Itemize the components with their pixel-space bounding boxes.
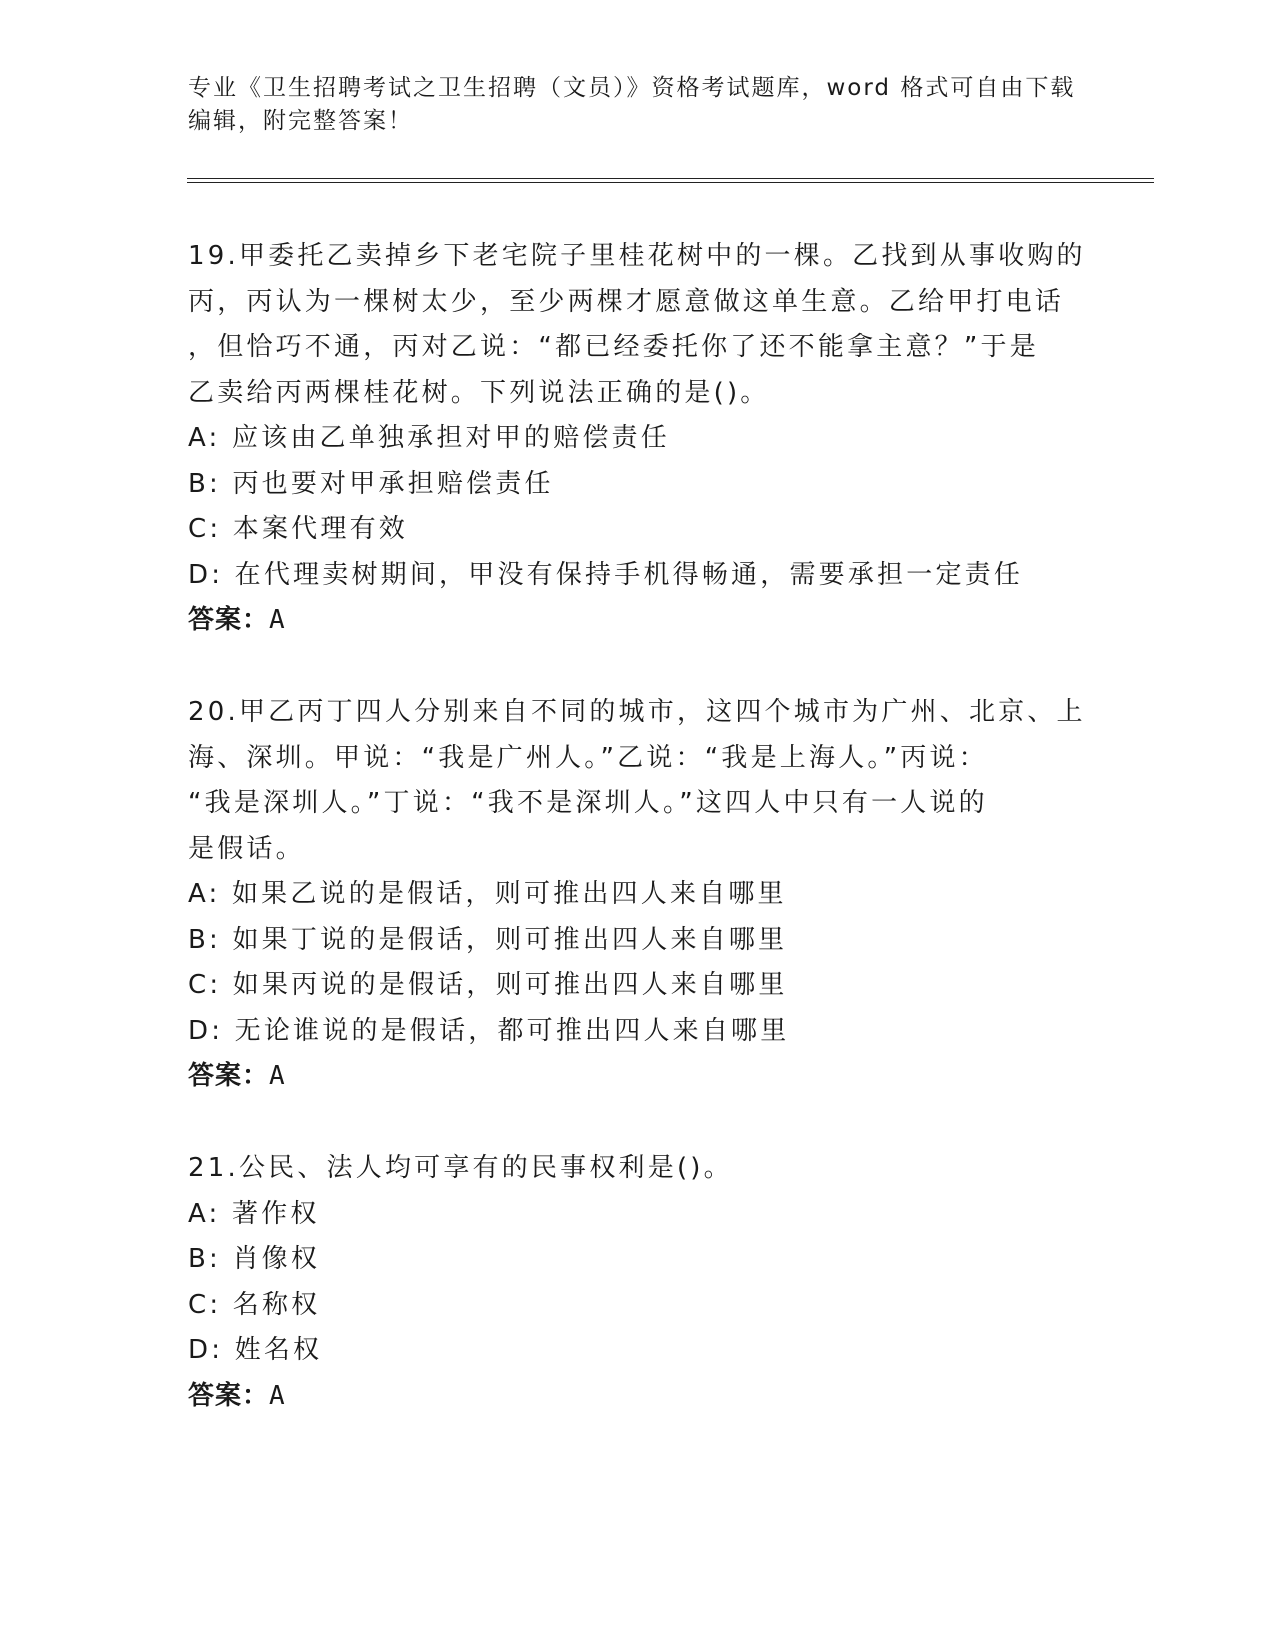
header-line: 编辑，附完整答案！: [188, 108, 413, 134]
question-text-line: 乙卖给丙两棵桂花树。下列说法正确的是()。: [188, 377, 770, 408]
question-20: [188, 690, 1088, 1100]
question-text-line: 20.甲乙丙丁四人分别来自不同的城市，这四个城市为广州、北京、上: [188, 697, 1086, 727]
option-d: D: 无论谁说的是假话，都可推出四人来自哪里: [188, 1015, 790, 1046]
question-21: [188, 1146, 1088, 1419]
option-c: C: 名称权: [188, 1289, 321, 1320]
option-d: D: 姓名权: [188, 1335, 323, 1365]
question-text-line: ，但恰巧不通，丙对乙说：“都已经委托你了还不能拿主意？”于是: [188, 332, 1039, 362]
header-divider: [187, 178, 1154, 183]
option-b: B: 丙也要对甲承担赔偿责任: [188, 468, 554, 499]
answer-value: A: [269, 605, 286, 635]
answer-value: A: [269, 1061, 286, 1091]
option-c: C: 本案代理有效: [188, 514, 408, 544]
option-d: D: 在代理卖树期间，甲没有保持手机得畅通，需要承担一定责任: [188, 559, 1024, 590]
option-c: C: 如果丙说的是假话，则可推出四人来自哪里: [188, 970, 788, 1000]
document-header: [188, 72, 1088, 138]
answer-line: [188, 1374, 1088, 1420]
question-text-line: “我是深圳人。”丁说：“我不是深圳人。”这四人中只有一人说的: [188, 788, 988, 818]
answer-line: [188, 1054, 1088, 1100]
answer-label: 答案：: [188, 1061, 270, 1091]
question-text-line: 是假话。: [188, 833, 305, 864]
answer-label: 答案：: [188, 1380, 270, 1411]
option-a: A: 如果乙说的是假话，则可推出四人来自哪里: [188, 879, 787, 909]
answer-line: [188, 598, 1088, 644]
option-a: A: 应该由乙单独承担对甲的赔偿责任: [188, 423, 670, 453]
question-text-line: 丙，丙认为一棵树太少，至少两棵才愿意做这单生意。乙给甲打电话: [188, 286, 1065, 317]
question-text-line: 海、深圳。甲说：“我是广州人。”乙说：“我是上海人。”丙说：: [188, 742, 988, 773]
answer-label: 答案：: [188, 605, 270, 635]
answer-value: A: [269, 1380, 286, 1411]
question-19: [188, 234, 1088, 644]
option-b: B: 肖像权: [188, 1244, 321, 1274]
question-text-line: 21.公民、法人均可享有的民事权利是()。: [188, 1153, 733, 1183]
option-b: B: 如果丁说的是假话，则可推出四人来自哪里: [188, 924, 788, 955]
option-a: A: 著作权: [188, 1198, 320, 1229]
question-text-line: 19.甲委托乙卖掉乡下老宅院子里桂花树中的一棵。乙找到从事收购的: [188, 241, 1086, 271]
header-line: 专业《卫生招聘考试之卫生招聘（文员）》资格考试题库，word 格式可自由下载: [188, 75, 1076, 101]
